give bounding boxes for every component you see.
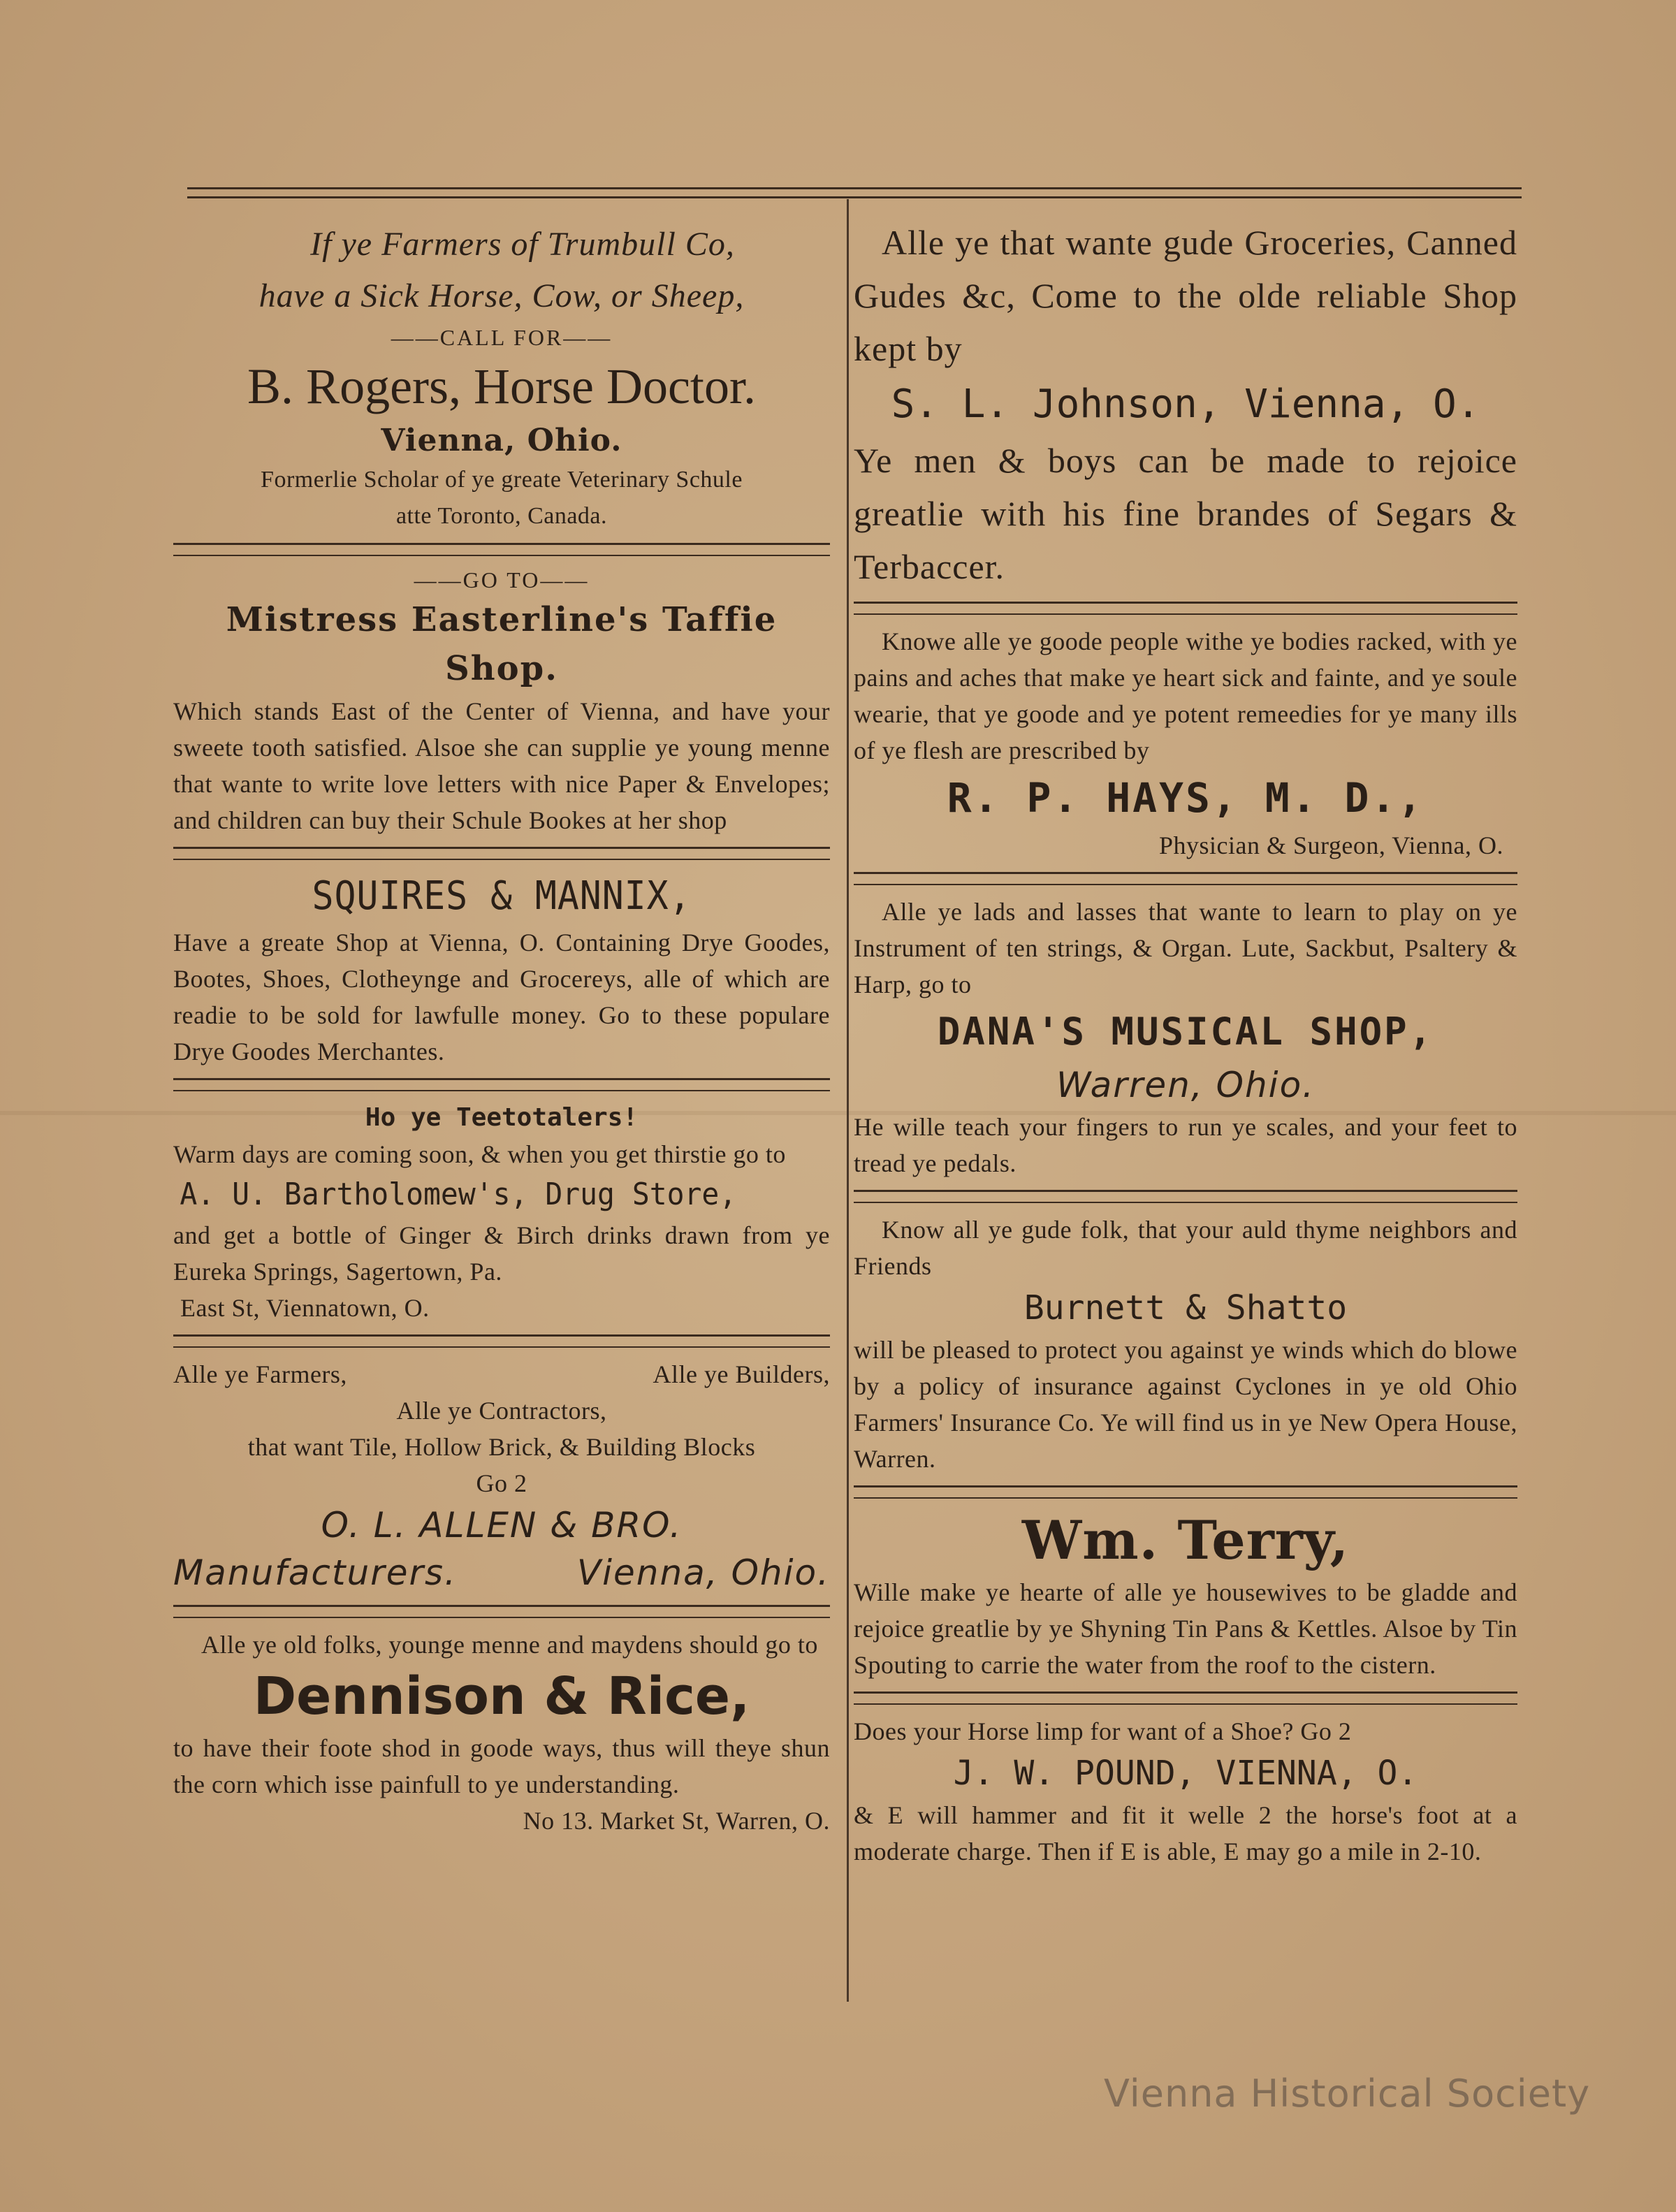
rogers-intro-line-2: have a Sick Horse, Cow, or Sheep,: [258, 277, 745, 314]
johnson-name: S. L. Johnson, Vienna, O.: [891, 381, 1480, 427]
allen-go: Go 2: [476, 1469, 527, 1497]
rogers-place: Vienna, Ohio.: [381, 423, 622, 458]
dana-body-1: Alle ye lads and lasses that wante to learn to play on ye Instrument of ten strings, & Organ. Lute, Sackbut, Psaltery & Harp, go to: [854, 898, 1517, 998]
allen-audience-row: [173, 1356, 830, 1392]
easterline-name: Mistress Easterline's Taffie Shop.: [226, 600, 778, 688]
dennison-address: No 13. Market St, Warren, O.: [523, 1807, 830, 1835]
hays-name: R. P. HAYS, M. D.,: [947, 774, 1424, 822]
separator: [173, 543, 830, 556]
burnett-name: Burnett & Shatto: [1023, 1288, 1348, 1327]
ad-burnett-shatto: [854, 1211, 1517, 1477]
pound-intro: Does your Horse limp for want of a Shoe? Go 2: [854, 1717, 1352, 1745]
separator: [854, 1691, 1517, 1705]
johnson-intro: Alle ye that wante gude Groceries, Canned Gudes &c, Come to the olde reliable Shop kept by: [854, 223, 1517, 368]
allen-want: that want Tile, Hollow Brick, & Building Blocks: [247, 1433, 756, 1461]
ad-dana: [854, 894, 1517, 1181]
terry-name: Wm. Terry,: [1021, 1509, 1350, 1571]
bartholomew-body-1: Warm days are coming soon, & when you get thirstie go to: [173, 1140, 786, 1168]
easterline-body: Which stands East of the Center of Vienna, and have your sweete tooth satisfied. Alsoe she can supplie ye young menne that wante to write love letters with nice Paper & Envelopes; and children can buy their Schule Bookes at her shop: [173, 697, 830, 834]
squires-name: SQUIRES & MANNIX,: [312, 873, 692, 919]
ad-pound: [854, 1713, 1517, 1870]
burnett-body: will be pleased to protect you against ye winds which do blowe by a policy of insurance against Cyclones in ye old Ohio Farmers' Insurance Co. Ye will find us in ye New Opera House, Warren.: [854, 1336, 1517, 1473]
ad-terry: [854, 1507, 1517, 1683]
dana-body-2: He wille teach your fingers to run ye scales, and your feet to tread ye pedals.: [854, 1113, 1517, 1177]
top-double-rule: [187, 187, 1522, 198]
bartholomew-address: East St, Viennatown, O.: [180, 1294, 430, 1322]
dennison-body: to have their foote shod in goode ways, thus will theye shun the corn which isse painfull to ye understanding.: [173, 1734, 830, 1798]
separator: [854, 602, 1517, 615]
separator: [854, 1190, 1517, 1203]
easterline-go-to: ——GO TO——: [414, 567, 590, 592]
separator: [854, 1485, 1517, 1499]
burnett-intro: Know all ye gude folk, that your auld thyme neighbors and Friends: [854, 1216, 1517, 1280]
ad-squires-mannix: [173, 868, 830, 1070]
dennison-intro: Alle ye old folks, younge menne and maydens should go to: [201, 1631, 818, 1659]
ad-dennison-rice: [173, 1627, 830, 1839]
ad-allen: [173, 1356, 830, 1596]
rogers-note-line-1: Formerlie Scholar of ye greate Veterinary Schule: [261, 467, 743, 493]
pound-name: J. W. POUND, VIENNA, O.: [953, 1754, 1418, 1793]
bartholomew-heading: Ho ye Teetotalers!: [365, 1103, 639, 1132]
rogers-note-line-2: atte Toronto, Canada.: [395, 503, 608, 529]
bartholomew-body-2: and get a bottle of Ginger & Birch drinks drawn from ye Eureka Springs, Sagertown, Pa.: [173, 1221, 830, 1286]
separator: [854, 872, 1517, 885]
watermark: Vienna Historical Society: [1104, 2072, 1591, 2116]
separator: [173, 847, 830, 860]
squires-body: Have a greate Shop at Vienna, O. Containing Drye Goodes, Bootes, Shoes, Clotheynge and Grocereys, alle of which are readie to be sold for lawfulle money. Go to these populare Drye Goodes Merchantes.: [173, 929, 830, 1065]
rogers-intro-line-1: If ye Farmers of Trumbull Co,: [310, 226, 735, 263]
pound-body: & E will hammer and fit it welle 2 the horse's foot at a moderate charge. Then if E is able, E may go a mile in 2-10.: [854, 1801, 1517, 1865]
hays-body: Knowe alle ye goode people withe ye bodies racked, with ye pains and aches that make ye heart sick and fainte, and ye soule wearie, that ye goode and ye potent remeedies for ye many ills of ye flesh are prescribed by: [854, 627, 1517, 764]
allen-place: Vienna, Ohio.: [576, 1552, 830, 1593]
dennison-name: Dennison & Rice,: [253, 1666, 750, 1726]
ad-johnson: [854, 199, 1517, 593]
left-column: [173, 199, 830, 1839]
rogers-name: B. Rogers, Horse Doctor.: [247, 358, 756, 414]
dana-place: Warren, Ohio.: [1056, 1065, 1316, 1105]
allen-farmers: Alle ye Farmers,: [173, 1360, 347, 1388]
ad-bartholomew: [173, 1100, 830, 1326]
separator: [173, 1078, 830, 1091]
dana-name: DANA'S MUSICAL SHOP,: [937, 1010, 1434, 1054]
allen-contractors: Alle ye Contractors,: [396, 1397, 607, 1425]
ad-hays: [854, 623, 1517, 864]
bartholomew-name: A. U. Bartholomew's, Drug Store,: [180, 1177, 737, 1212]
separator: [173, 1605, 830, 1618]
allen-builders: Alle ye Builders,: [653, 1360, 830, 1388]
hays-title: Physician & Surgeon, Vienna, O.: [1159, 831, 1503, 859]
ad-easterline: [173, 565, 830, 838]
allen-name: O. L. ALLEN & BRO.: [321, 1505, 683, 1545]
allen-manufacturers: Manufacturers.: [173, 1552, 458, 1593]
ad-rogers: [173, 199, 830, 534]
right-column: [854, 199, 1517, 1870]
allen-manufacturers-row: [173, 1549, 830, 1596]
separator: [173, 1334, 830, 1348]
rogers-call-for: ——CALL FOR——: [391, 325, 613, 350]
terry-body: Wille make ye hearte of alle ye housewives to be gladde and rejoice greatlie by ye Shyning Tin Pans & Kettles. Alsoe by Tin Spouting to carrie the water from the roof to the cistern.: [854, 1578, 1517, 1679]
column-divider: [847, 199, 849, 2002]
johnson-body: Ye men & boys can be made to rejoice greatlie with his fine brandes of Segars & Terbaccer.: [854, 441, 1517, 586]
